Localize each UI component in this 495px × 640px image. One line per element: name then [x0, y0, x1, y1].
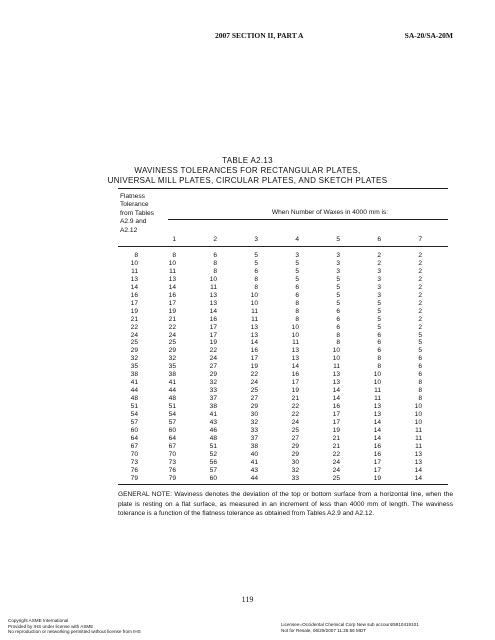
waviness-cell: 10	[414, 403, 422, 411]
waviness-cell: 8	[295, 307, 299, 315]
waviness-cell: 8	[418, 379, 422, 387]
waviness-cell: 46	[209, 426, 217, 434]
flatness-header-line: A2.12	[120, 226, 138, 234]
waviness-cell: 16	[332, 403, 340, 411]
waviness-cell: 2	[377, 259, 381, 267]
waviness-cell: 5	[295, 259, 299, 267]
flatness-tolerance-cell: 32	[130, 355, 138, 363]
waviness-cell: 14	[332, 395, 340, 403]
footer-left	[8, 618, 141, 635]
waviness-cell: 19	[168, 307, 176, 315]
waviness-cell: 8	[377, 363, 381, 371]
waviness-cell: 67	[168, 442, 176, 450]
waviness-cell: 22	[291, 403, 299, 411]
waviness-cell: 29	[250, 403, 258, 411]
flatness-tolerance-cell: 11	[131, 267, 138, 275]
table-row	[0, 268, 495, 276]
table-row	[0, 443, 495, 451]
general-note: GENERAL NOTE: Waviness denotes the deviation of the top or bottom surface from a horizontal line, when the plate is resting on a flat surface, as measured in an increment of less than 4000 mm of length. The waviness tolerance is a function of the flatness tolerance as obtained from Tables A2.9 and A2.12.	[118, 491, 453, 517]
waviness-cell: 24	[168, 331, 176, 339]
waviness-cell: 25	[250, 387, 258, 395]
table-row	[0, 459, 495, 467]
waviness-cell: 29	[291, 450, 299, 458]
waviness-cell: 10	[373, 371, 381, 379]
flatness-tolerance-cell: 51	[130, 403, 138, 411]
waviness-cell: 43	[250, 466, 258, 474]
waviness-cell: 10	[291, 331, 299, 339]
flatness-tolerance-cell: 16	[130, 291, 138, 299]
table-row	[0, 308, 495, 316]
flatness-tolerance-cell: 79	[130, 474, 138, 482]
waviness-cell: 8	[336, 339, 340, 347]
waviness-cell: 24	[332, 458, 340, 466]
waviness-cell: 16	[209, 315, 217, 323]
waviness-cell: 13	[168, 275, 176, 283]
table-row	[0, 379, 495, 387]
waviness-cell: 48	[168, 395, 176, 403]
waviness-cell: 17	[209, 323, 217, 331]
waviness-cell: 6	[336, 307, 340, 315]
flatness-tolerance-cell: 24	[130, 331, 138, 339]
waviness-cell: 32	[209, 379, 217, 387]
waviness-cell: 5	[295, 275, 299, 283]
table-row	[0, 260, 495, 268]
flatness-tolerance-cell: 48	[130, 395, 138, 403]
flatness-tolerance-cell: 29	[130, 347, 138, 355]
table-row	[0, 363, 495, 371]
flatness-tolerance-cell: 8	[134, 252, 138, 259]
footer-line: Licensee=Occidental Chemical Corp New sub account/5910419101	[281, 622, 419, 627]
waviness-cell: 14	[373, 434, 381, 442]
waviness-cell: 51	[168, 403, 176, 411]
waviness-cell: 10	[291, 323, 299, 331]
table-title	[0, 166, 495, 186]
waviness-cell: 6	[295, 283, 299, 291]
waviness-cell: 3	[336, 259, 340, 267]
table-row	[0, 419, 495, 427]
waviness-cell: 41	[250, 458, 258, 466]
waviness-cell: 13	[373, 411, 381, 418]
waviness-cell: 52	[209, 450, 217, 458]
waviness-cell: 60	[209, 474, 217, 482]
flatness-tolerance-cell: 70	[130, 450, 138, 458]
waviness-cell: 17	[250, 355, 258, 363]
column-number: 4	[295, 236, 299, 243]
waviness-cell: 13	[250, 331, 258, 339]
waviness-cell: 21	[168, 315, 176, 323]
waviness-cell: 2	[418, 275, 422, 283]
flatness-tolerance-cell: 13	[130, 275, 138, 283]
flatness-tolerance-cell: 76	[130, 466, 138, 474]
waviness-cell: 2	[418, 323, 422, 331]
flatness-tolerance-cell: 54	[130, 411, 138, 418]
waviness-cell: 19	[332, 426, 340, 434]
waviness-cell: 2	[418, 283, 422, 291]
waviness-cell: 43	[209, 418, 217, 426]
table-row	[0, 467, 495, 475]
waviness-cell: 5	[336, 299, 340, 307]
waviness-cell: 54	[168, 411, 176, 418]
waviness-cell: 17	[373, 458, 381, 466]
flatness-tolerance-cell: 35	[130, 363, 138, 371]
column-number: 6	[377, 236, 381, 243]
waviness-cell: 5	[377, 315, 381, 323]
waviness-cell: 17	[373, 466, 381, 474]
waviness-cell: 8	[172, 252, 176, 259]
waves-header-rule	[168, 219, 448, 220]
waviness-cell: 29	[168, 347, 176, 355]
waviness-cell: 10	[414, 418, 422, 426]
waviness-cell: 5	[336, 291, 340, 299]
waviness-cell: 6	[418, 363, 422, 371]
waviness-cell: 13	[332, 379, 340, 387]
column-number: 5	[336, 236, 340, 243]
waviness-cell: 14	[414, 474, 422, 482]
waviness-cell: 38	[250, 442, 258, 450]
waviness-cell: 41	[209, 411, 217, 418]
table-row	[0, 435, 495, 443]
waviness-cell: 10	[250, 291, 258, 299]
waviness-cell: 38	[209, 403, 217, 411]
table-row	[0, 300, 495, 308]
waviness-cell: 3	[377, 275, 381, 283]
waviness-cell: 33	[291, 474, 299, 482]
waviness-cell: 13	[373, 403, 381, 411]
waviness-cell: 38	[168, 371, 176, 379]
waviness-cell: 11	[415, 434, 422, 442]
section-title: 2007 SECTION II, PART A	[215, 31, 304, 40]
waviness-cell: 8	[295, 299, 299, 307]
waviness-cell: 5	[418, 347, 422, 355]
waviness-cell: 27	[291, 434, 299, 442]
waviness-cell: 70	[168, 450, 176, 458]
table-row	[0, 252, 495, 260]
footer-line: No reproduction or networking permitted without license from IHS	[8, 629, 141, 635]
waviness-cell: 24	[291, 418, 299, 426]
waviness-cell: 16	[373, 450, 381, 458]
flatness-tolerance-cell: 19	[130, 307, 138, 315]
flatness-header-line: from Tables	[120, 209, 154, 217]
table-title-line-2: UNIVERSAL MILL PLATES, CIRCULAR PLATES, AND SKETCH PLATES	[107, 176, 388, 185]
waviness-cell: 6	[213, 252, 217, 259]
waviness-cell: 3	[377, 267, 381, 275]
waviness-cell: 21	[332, 442, 340, 450]
footer-line: Copyright ASME International	[8, 618, 69, 623]
waviness-cell: 17	[332, 418, 340, 426]
waviness-cell: 73	[168, 458, 176, 466]
table-row	[0, 427, 495, 435]
waviness-cell: 5	[418, 339, 422, 347]
waviness-cell: 6	[295, 291, 299, 299]
footer-right	[281, 622, 419, 633]
table-row	[0, 292, 495, 300]
waviness-cell: 10	[209, 275, 217, 283]
waviness-cell: 22	[168, 323, 176, 331]
waviness-cell: 25	[332, 474, 340, 482]
waviness-cell: 32	[250, 418, 258, 426]
waviness-cell: 11	[251, 307, 258, 315]
column-number: 2	[213, 236, 217, 243]
footer-line: Not for Resale, 06/29/2007 11:25:56 MDT	[281, 627, 366, 633]
waviness-cell: 8	[213, 259, 217, 267]
waviness-cell: 3	[295, 252, 299, 259]
waviness-cell: 22	[291, 411, 299, 418]
waviness-cell: 2	[418, 259, 422, 267]
waviness-cell: 24	[250, 379, 258, 387]
waviness-cell: 21	[332, 434, 340, 442]
waviness-cell: 6	[377, 339, 381, 347]
waviness-cell: 41	[168, 379, 176, 387]
waviness-cell: 6	[377, 347, 381, 355]
waviness-cell: 25	[168, 339, 176, 347]
waviness-cell: 19	[291, 387, 299, 395]
flatness-tolerance-cell: 10	[130, 259, 138, 267]
table-row	[0, 324, 495, 332]
waviness-cell: 10	[373, 379, 381, 387]
waviness-cell: 30	[250, 411, 258, 418]
waviness-cell: 21	[291, 395, 299, 403]
column-number: 3	[254, 236, 258, 243]
table-row	[0, 316, 495, 324]
waviness-cell: 14	[414, 466, 422, 474]
flatness-tolerance-cell: 21	[130, 315, 138, 323]
waviness-cell: 10	[168, 259, 176, 267]
waviness-cell: 6	[377, 331, 381, 339]
waviness-cell: 14	[291, 363, 299, 371]
flatness-tolerance-cell: 14	[130, 283, 138, 291]
waviness-cell: 5	[377, 323, 381, 331]
waviness-cell: 29	[291, 442, 299, 450]
waviness-cell: 8	[377, 355, 381, 363]
waviness-cell: 5	[377, 307, 381, 315]
waviness-cell: 60	[168, 426, 176, 434]
spec-number: SA-20/SA-20M	[404, 31, 453, 40]
waviness-cell: 6	[418, 355, 422, 363]
table-row	[0, 355, 495, 363]
waviness-cell: 19	[250, 363, 258, 371]
table-row	[0, 475, 495, 483]
waviness-cell: 3	[336, 252, 340, 259]
flatness-tolerance-cell: 73	[130, 458, 138, 466]
waviness-cell: 57	[168, 418, 176, 426]
waviness-cell: 8	[418, 387, 422, 395]
waves-header: When Number of Waxes in 4000 mm is:	[271, 209, 389, 216]
waviness-cell: 6	[336, 315, 340, 323]
waviness-cell: 5	[295, 267, 299, 275]
waviness-cell: 44	[168, 387, 176, 395]
flatness-tolerance-header	[120, 193, 154, 235]
column-number: 1	[172, 236, 176, 243]
waviness-cell: 11	[169, 267, 176, 275]
flatness-header-line: A2.9 and	[120, 218, 147, 226]
waviness-cell: 6	[254, 267, 258, 275]
waviness-cell: 19	[209, 339, 217, 347]
waviness-cell: 29	[209, 371, 217, 379]
waviness-cell: 5	[377, 299, 381, 307]
flatness-tolerance-cell: 44	[130, 387, 138, 395]
waviness-cell: 11	[333, 363, 340, 371]
flatness-tolerance-cell: 41	[130, 379, 138, 387]
waviness-cell: 10	[332, 355, 340, 363]
waviness-cell: 17	[291, 379, 299, 387]
flatness-tolerance-cell: 67	[130, 442, 138, 450]
waviness-cell: 14	[209, 307, 217, 315]
waviness-cell: 2	[418, 267, 422, 275]
waviness-cell: 13	[209, 299, 217, 307]
waviness-cell: 14	[250, 339, 258, 347]
waviness-cell: 10	[332, 347, 340, 355]
flatness-header-line: Tolerance	[120, 201, 149, 209]
waviness-cell: 32	[168, 355, 176, 363]
table-title-line-1: WAVINESS TOLERANCES FOR RECTANGULAR PLATES,	[134, 166, 361, 175]
waviness-cell: 2	[418, 315, 422, 323]
waviness-cell: 19	[373, 474, 381, 482]
waviness-cell: 14	[373, 418, 381, 426]
flatness-tolerance-cell: 60	[130, 426, 138, 434]
waviness-cell: 5	[336, 283, 340, 291]
waviness-cell: 14	[332, 387, 340, 395]
waviness-cell: 6	[336, 323, 340, 331]
flatness-tolerance-cell: 25	[130, 339, 138, 347]
waviness-cell: 16	[291, 371, 299, 379]
page-number: 119	[241, 595, 254, 604]
waviness-cell: 8	[336, 331, 340, 339]
flatness-tolerance-cell: 22	[130, 323, 138, 331]
flatness-tolerance-cell: 17	[130, 299, 138, 307]
flatness-tolerance-cell: 57	[130, 418, 138, 426]
waviness-cell: 25	[291, 426, 299, 434]
waviness-cell: 16	[373, 442, 381, 450]
flatness-header-line: Flatness	[120, 193, 145, 200]
waviness-cell: 30	[291, 458, 299, 466]
waviness-cell: 14	[168, 283, 176, 291]
waviness-cell: 24	[209, 355, 217, 363]
footer-line: Provided by IHS under license with ASME	[8, 623, 94, 629]
waviness-cell: 79	[168, 474, 176, 482]
waviness-cell: 13	[332, 371, 340, 379]
waviness-cell: 8	[213, 267, 217, 275]
table-row	[0, 339, 495, 347]
table-row	[0, 403, 495, 411]
waviness-cell: 2	[418, 291, 422, 299]
waviness-cell: 16	[250, 347, 258, 355]
waviness-cell: 17	[332, 411, 340, 418]
table-number: TABLE A2.13	[222, 156, 273, 165]
waviness-cell: 35	[168, 363, 176, 371]
waviness-cell: 11	[415, 426, 422, 434]
table-row	[0, 451, 495, 459]
table-row	[0, 276, 495, 284]
waviness-cell: 57	[209, 466, 217, 474]
waviness-cell: 8	[418, 395, 422, 403]
waviness-cell: 33	[209, 387, 217, 395]
waviness-cell: 13	[209, 291, 217, 299]
waviness-cell: 64	[168, 434, 176, 442]
waviness-cell: 11	[251, 315, 258, 323]
waviness-cell: 13	[291, 355, 299, 363]
waviness-cell: 22	[332, 450, 340, 458]
waviness-cell: 8	[254, 275, 258, 283]
waviness-cell: 5	[254, 252, 258, 259]
table-row	[0, 411, 495, 419]
waviness-cell: 13	[414, 450, 422, 458]
table-row	[0, 387, 495, 395]
waviness-cell: 2	[418, 299, 422, 307]
table-row	[0, 332, 495, 340]
waviness-cell: 17	[168, 299, 176, 307]
table-bottom-rule	[118, 484, 448, 485]
waviness-cell: 14	[373, 426, 381, 434]
waviness-cell: 11	[374, 395, 381, 403]
waviness-cell: 27	[209, 363, 217, 371]
waviness-cell: 5	[336, 275, 340, 283]
waviness-cell: 76	[168, 466, 176, 474]
waviness-cell: 13	[250, 323, 258, 331]
flatness-tolerance-cell: 38	[130, 371, 138, 379]
waviness-cell: 10	[414, 411, 422, 418]
waviness-cell: 27	[250, 395, 258, 403]
waviness-cell: 32	[291, 466, 299, 474]
table-row	[0, 284, 495, 292]
table-row	[0, 347, 495, 355]
flatness-tolerance-cell: 64	[130, 434, 138, 442]
waviness-cell: 5	[418, 331, 422, 339]
waviness-cell: 17	[209, 331, 217, 339]
waviness-cell: 13	[291, 347, 299, 355]
waviness-cell: 8	[295, 315, 299, 323]
waviness-cell: 33	[250, 426, 258, 434]
table-top-rule	[118, 188, 448, 189]
waviness-cell: 56	[209, 458, 217, 466]
waviness-cell: 3	[377, 291, 381, 299]
waviness-cell: 16	[168, 291, 176, 299]
table-row	[0, 371, 495, 379]
waviness-cell: 6	[418, 371, 422, 379]
waviness-cell: 40	[250, 450, 258, 458]
waviness-cell: 5	[254, 259, 258, 267]
waviness-cell: 11	[210, 283, 217, 291]
header-bottom-rule	[118, 246, 448, 247]
column-number: 7	[418, 236, 422, 243]
waviness-cell: 24	[332, 466, 340, 474]
waviness-cell: 11	[415, 442, 422, 450]
waviness-cell: 8	[254, 283, 258, 291]
waviness-cell: 3	[377, 283, 381, 291]
waviness-cell: 48	[209, 434, 217, 442]
waviness-cell: 22	[250, 371, 258, 379]
waviness-cell: 2	[418, 252, 422, 259]
waviness-cell: 2	[418, 307, 422, 315]
waviness-cell: 44	[250, 474, 258, 482]
waviness-cell: 10	[250, 299, 258, 307]
running-head	[0, 31, 495, 45]
table-row	[0, 395, 495, 403]
waviness-cell: 3	[336, 267, 340, 275]
waviness-cell: 37	[209, 395, 217, 403]
waviness-cell: 11	[374, 387, 381, 395]
waviness-cell: 51	[209, 442, 217, 450]
waviness-cell: 13	[414, 458, 422, 466]
waviness-cell: 37	[250, 434, 258, 442]
waviness-cell: 22	[209, 347, 217, 355]
waviness-cell: 2	[377, 252, 381, 259]
waviness-cell: 11	[292, 339, 299, 347]
